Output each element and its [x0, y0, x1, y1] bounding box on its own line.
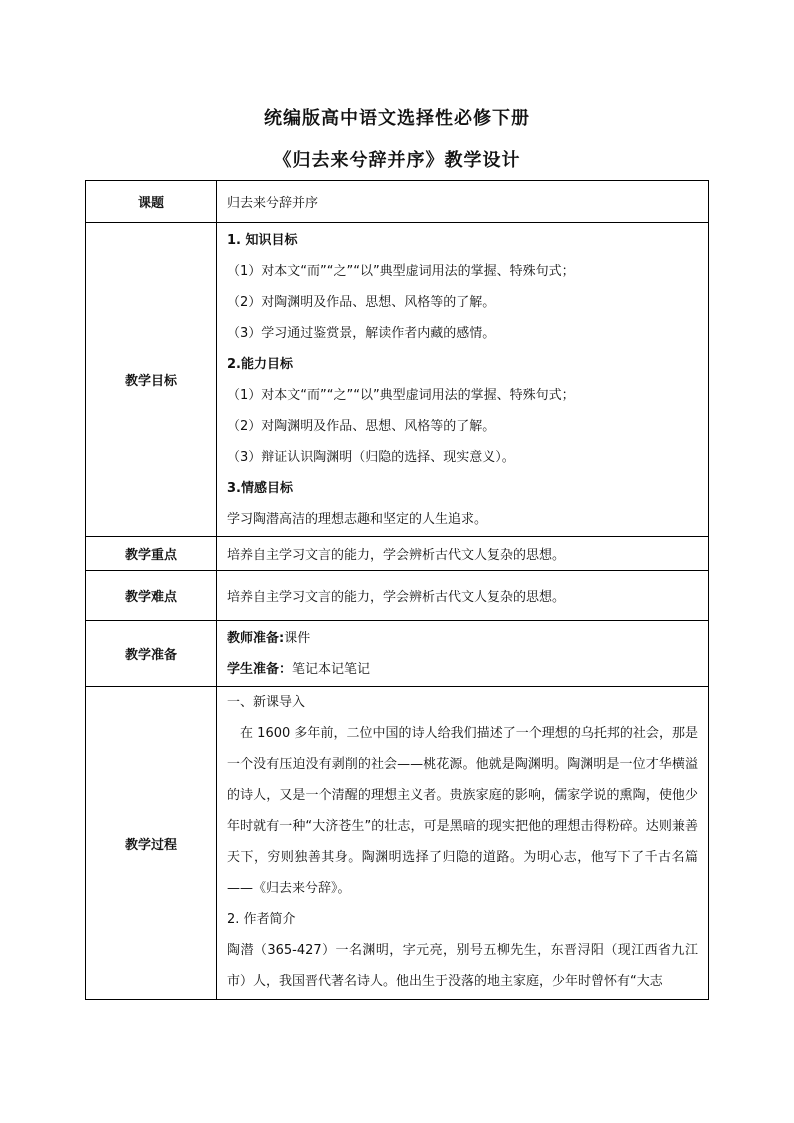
intro-paragraph: 在 1600 多年前，二位中国的诗人给我们描述了一个理想的乌托邦的社会，那是一个没有压迫没有剥削的社会——桃花源。他就是陶渊明。陶渊明是一位才华横溢的诗人，又是一个清醒的理想主义者。贵族家庭的影响，儒家学说的熏陶，使他少年时就有一种“大济苍生”的壮志，可是黑暗的现实把他的理想击得粉碎。达则兼善天下，穷则独善其身。陶渊明选择了归隐的道路。为明心志，他写下了千古名篇——《归去来兮辞》。 [227, 726, 698, 896]
difficulty-value: 培养自主学习文言的能力，学会辨析古代文人复杂的思想。 [217, 571, 709, 621]
document-title: 统编版高中语文选择性必修下册 [264, 108, 530, 129]
row-preparation [86, 621, 709, 687]
lesson-plan-table [85, 180, 709, 1000]
row-goals [86, 223, 709, 537]
author-intro-heading: 2. 作者简介 [227, 912, 296, 927]
knowledge-goal-heading: 1. 知识目标 [227, 232, 298, 248]
goals-label: 教学目标 [86, 223, 217, 537]
preparation-content [217, 621, 709, 687]
student-prep [227, 654, 698, 685]
ability-goal-item: （1）对本文“而”“之”“以”典型虚词用法的掌握、特殊句式； [227, 387, 575, 403]
goals-content [217, 223, 709, 537]
student-prep-label: 学生准备： [227, 661, 293, 677]
emotion-goal-text: 学习陶潜高洁的理想志趣和坚定的人生追求。 [227, 511, 488, 527]
row-key-points [86, 537, 709, 571]
topic-value: 归去来兮辞并序 [217, 181, 709, 223]
teacher-prep [227, 623, 698, 654]
difficulty-label: 教学难点 [86, 571, 217, 621]
knowledge-goal-item: （3）学习通过鉴赏景，解读作者内藏的感情。 [227, 325, 496, 341]
student-prep-value: 笔记本记笔记 [292, 661, 371, 677]
key-points-value: 培养自主学习文言的能力，学会辨析古代文人复杂的思想。 [217, 537, 709, 571]
key-points-label: 教学重点 [86, 537, 217, 571]
knowledge-goal-item: （1）对本文“而”“之”“以”典型虚词用法的掌握、特殊句式； [227, 263, 575, 279]
topic-label: 课题 [86, 181, 217, 223]
teacher-prep-label: 教师准备: [227, 630, 285, 646]
process-label: 教学过程 [86, 687, 217, 1000]
ability-goal-heading: 2.能力目标 [227, 356, 293, 372]
ability-goal-item: （2）对陶渊明及作品、思想、风格等的了解。 [227, 418, 496, 434]
author-paragraph: 陶潜（365-427）一名渊明，字元亮，别号五柳先生，东晋浔阳（现江西省九江市）人，我国晋代著名诗人。他出生于没落的地主家庭，少年时曾怀有“大志 [227, 943, 698, 989]
knowledge-goal-item: （2）对陶渊明及作品、思想、风格等的了解。 [227, 294, 496, 310]
emotion-goal-heading: 3.情感目标 [227, 480, 293, 496]
document-subtitle: 《归去来兮辞并序》教学设计 [273, 150, 521, 171]
teacher-prep-value: 课件 [284, 630, 311, 646]
preparation-label: 教学准备 [86, 621, 217, 687]
row-process [86, 687, 709, 1000]
row-topic [86, 181, 709, 223]
new-lesson-heading: 一、新课导入 [227, 695, 306, 710]
row-difficulty [86, 571, 709, 621]
ability-goal-item: （3）辩证认识陶渊明（归隐的选择、现实意义）。 [227, 449, 515, 465]
process-content [217, 687, 709, 1000]
